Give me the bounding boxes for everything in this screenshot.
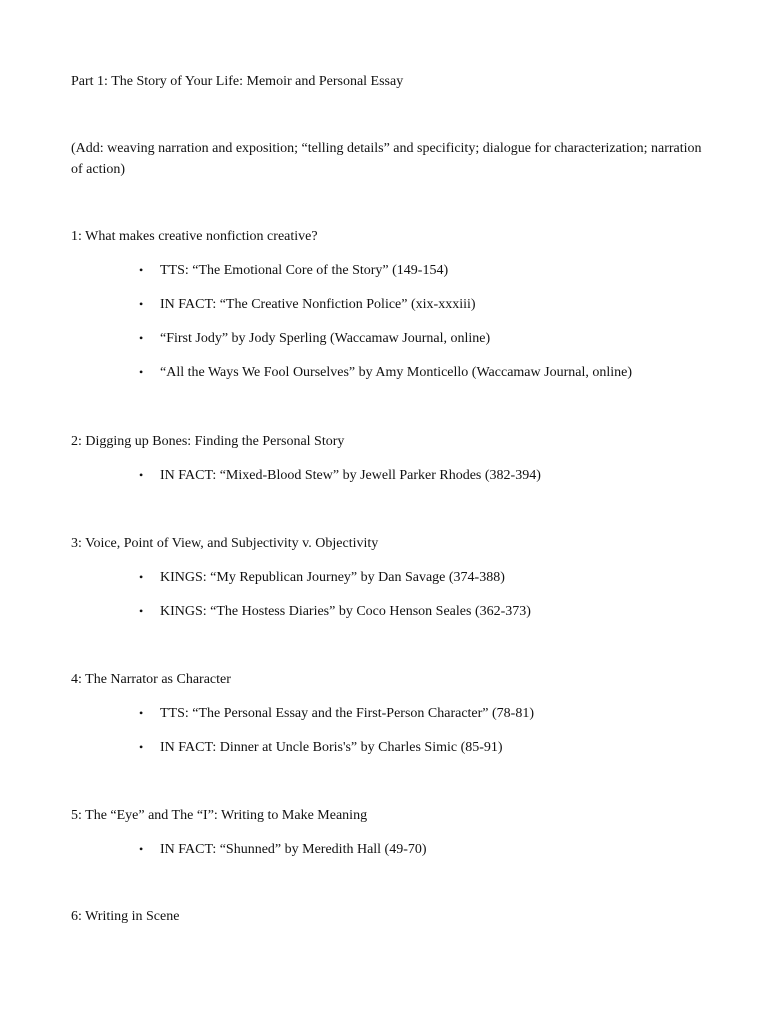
- bullet-icon: •: [139, 740, 144, 754]
- list-item-text: KINGS: “My Republican Journey” by Dan Savage (374-388): [160, 570, 505, 585]
- section-heading: 2: Digging up Bones: Finding the Personal Story: [71, 434, 345, 449]
- bullet-icon: •: [139, 570, 144, 584]
- list-item: [71, 567, 711, 588]
- bullet-icon: •: [139, 297, 144, 311]
- list-item-text: TTS: “The Personal Essay and the First-Person Character” (78-81): [160, 706, 535, 721]
- bullet-icon: •: [139, 604, 144, 618]
- reading-list: [71, 465, 711, 486]
- list-item: [71, 839, 711, 860]
- list-item: [71, 294, 711, 315]
- section-5: [71, 805, 711, 860]
- reading-list: [71, 567, 711, 622]
- list-item: [71, 703, 711, 724]
- reading-list: [71, 260, 711, 383]
- list-item: [71, 737, 711, 758]
- reading-list: [71, 839, 711, 860]
- reading-list: [71, 703, 711, 758]
- list-item-text: IN FACT: “Shunned” by Meredith Hall (49-70): [160, 842, 427, 857]
- list-item-text: “First Jody” by Jody Sperling (Waccamaw Journal, online): [160, 331, 491, 346]
- list-item-text: IN FACT: “Mixed-Blood Stew” by Jewell Parker Rhodes (382-394): [160, 468, 541, 483]
- bullet-icon: •: [139, 706, 144, 720]
- bullet-icon: •: [139, 263, 144, 277]
- document-title: Part 1: The Story of Your Life: Memoir and Personal Essay: [71, 74, 404, 89]
- section-3: [71, 533, 711, 622]
- document-note: (Add: weaving narration and exposition; “telling details” and specificity; dialogue for characterization; narration of action): [71, 141, 702, 177]
- section-heading: 4: The Narrator as Character: [71, 672, 231, 687]
- bullet-icon: •: [139, 468, 144, 482]
- bullet-icon: •: [139, 331, 144, 345]
- bullet-icon: •: [139, 365, 144, 379]
- section-heading: 3: Voice, Point of View, and Subjectivity v. Objectivity: [71, 536, 379, 551]
- list-item: [71, 260, 711, 281]
- list-item: [71, 328, 711, 349]
- list-item: [71, 465, 711, 486]
- list-item-text: TTS: “The Emotional Core of the Story” (149-154): [160, 263, 449, 278]
- section-1: [71, 226, 711, 383]
- list-item-text: KINGS: “The Hostess Diaries” by Coco Henson Seales (362-373): [160, 604, 531, 619]
- list-item: [71, 362, 711, 383]
- list-item-text: IN FACT: “The Creative Nonfiction Police” (xix-xxxiii): [160, 297, 476, 312]
- list-item-text: “All the Ways We Fool Ourselves” by Amy Monticello (Waccamaw Journal, online): [160, 365, 632, 380]
- bullet-icon: •: [139, 842, 144, 856]
- list-item-text: IN FACT: Dinner at Uncle Boris's” by Charles Simic (85-91): [160, 740, 503, 755]
- section-heading: 1: What makes creative nonfiction creative?: [71, 229, 318, 244]
- section-2: [71, 431, 711, 486]
- section-4: [71, 669, 711, 758]
- list-item: [71, 601, 711, 622]
- section-heading: 6: Writing in Scene: [71, 909, 180, 924]
- section-heading: 5: The “Eye” and The “I”: Writing to Make Meaning: [71, 808, 368, 823]
- section-6: [71, 906, 711, 927]
